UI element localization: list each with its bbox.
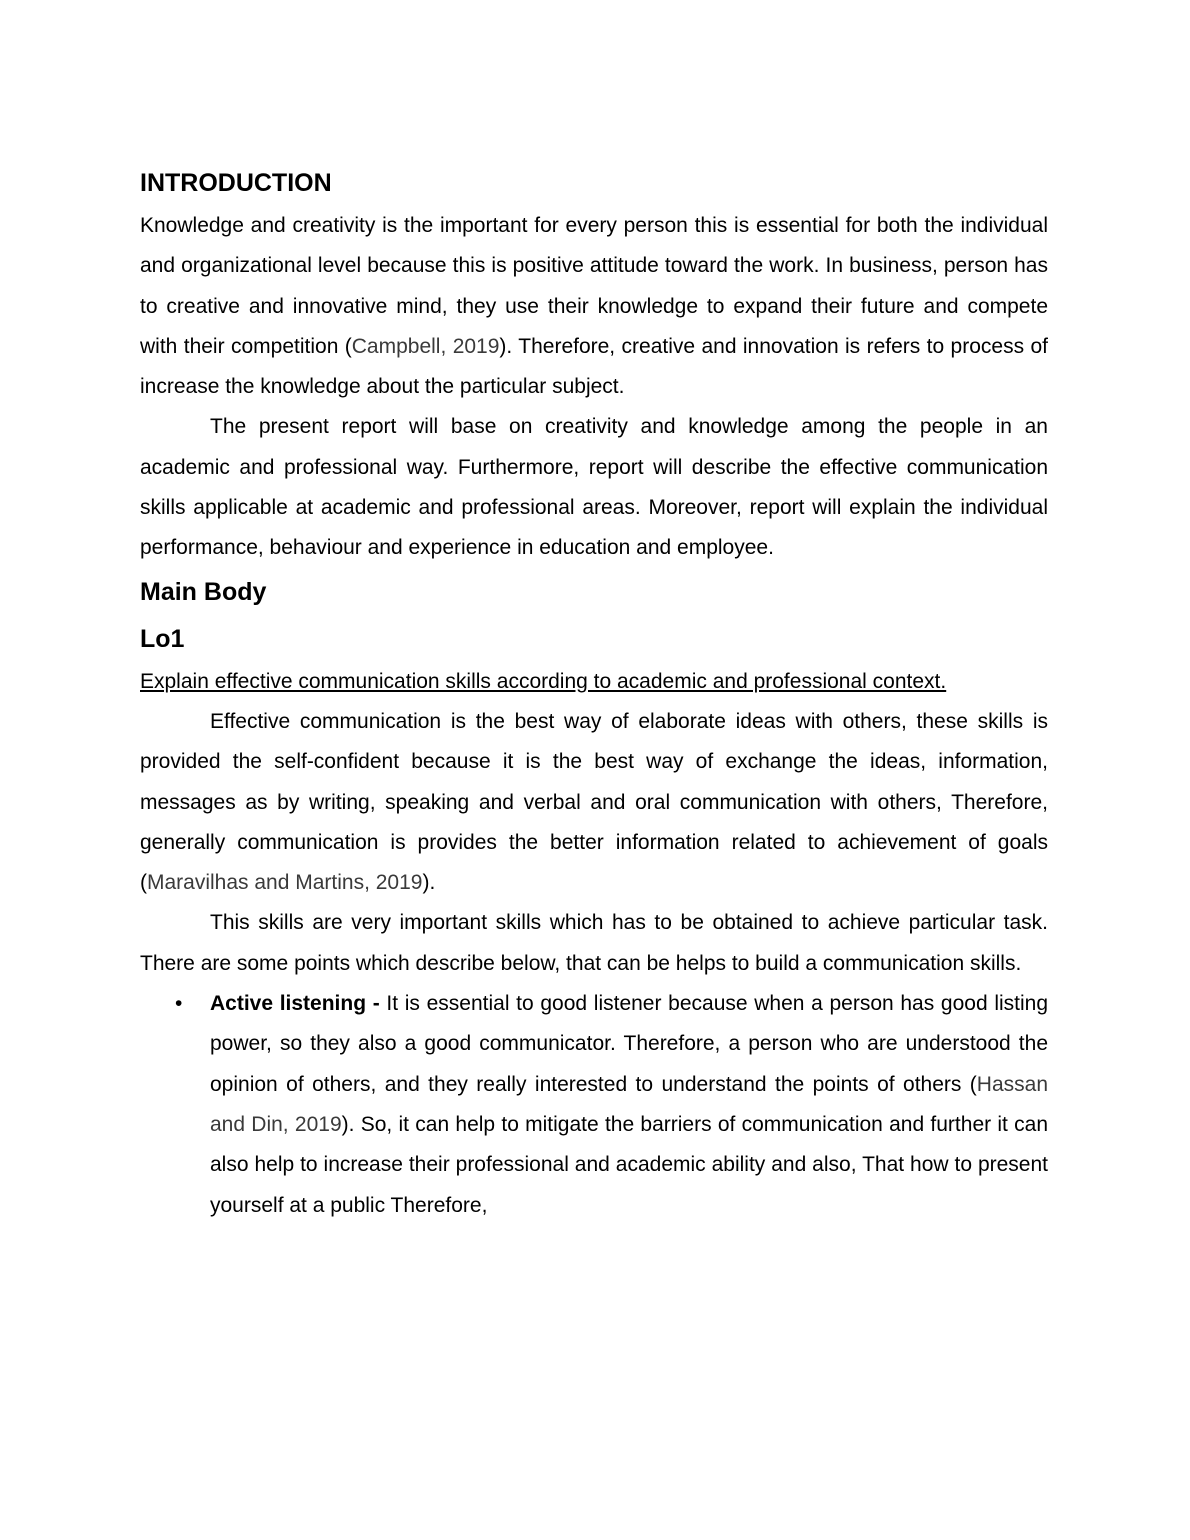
text-run: ). So, it can help to mitigate the barriers of communication and further it can also help to increase their professional and academic ability and also, That how to present yourself at a public Therefore, — [210, 1112, 1048, 1217]
text-run: It is essential to good listener because when a person has good listing power, so they also a good communicator. Therefore, a person who are understood the opinion of others, and they really interested to understand the points of others ( — [210, 992, 1049, 1096]
citation-campbell: Campbell, 2019 — [351, 334, 500, 358]
citation-maravilhas: Maravilhas and Martins, 2019 — [147, 871, 423, 895]
introduction-paragraph-1 — [140, 206, 1048, 407]
introduction-paragraph-2: The present report will base on creativity and knowledge among the people in an academic and professional way. Furthermore, report will describe the effective communication skills applicable at academic and professional areas. Moreover, report will explain the individual performance, behaviour and experience in education and employee. — [140, 415, 1048, 560]
main-body-paragraph-2: This skills are very important skills which has to be obtained to achieve particular task. There are some points which describe below, that can be helps to build a communication skills. — [140, 911, 1048, 975]
main-body-heading: Main Body — [140, 577, 267, 606]
bullet-active-listening — [140, 984, 1048, 1226]
section-subtitle: Explain effective communication skills according to academic and professional context. — [140, 669, 947, 693]
skills-bullet-list — [140, 984, 1048, 1226]
citation-hassan: Hassan and Din, 2019 — [210, 1072, 1048, 1136]
document-page — [140, 166, 1048, 1226]
text-run: Knowledge and creativity is the important for every person this is essential for both the individual and organizational level because this is positive attitude toward the work. In business, person has to creative and innovative mind, they use their knowledge to expand their future and compete with their competition ( — [140, 214, 1048, 358]
bullet-term: Active listening - — [210, 992, 380, 1016]
introduction-heading: INTRODUCTION — [140, 169, 332, 197]
lo1-heading: Lo1 — [140, 624, 185, 653]
text-run: ). — [422, 871, 436, 895]
text-run: ). Therefore, creative and innovation is refers to process of increase the knowledge about the particular subject. — [140, 334, 1048, 399]
text-run: Effective communication is the best way of elaborate ideas with others, these skills is provided the self-confident because it is the best way of exchange the ideas, information, messages as by writing, speaking and verbal and oral communication with others, Therefore, generally communication is provides the better information related to achievement of goals ( — [140, 709, 1048, 895]
main-body-paragraph-1 — [140, 702, 1048, 903]
bullet-dot-icon: • — [175, 992, 183, 1016]
